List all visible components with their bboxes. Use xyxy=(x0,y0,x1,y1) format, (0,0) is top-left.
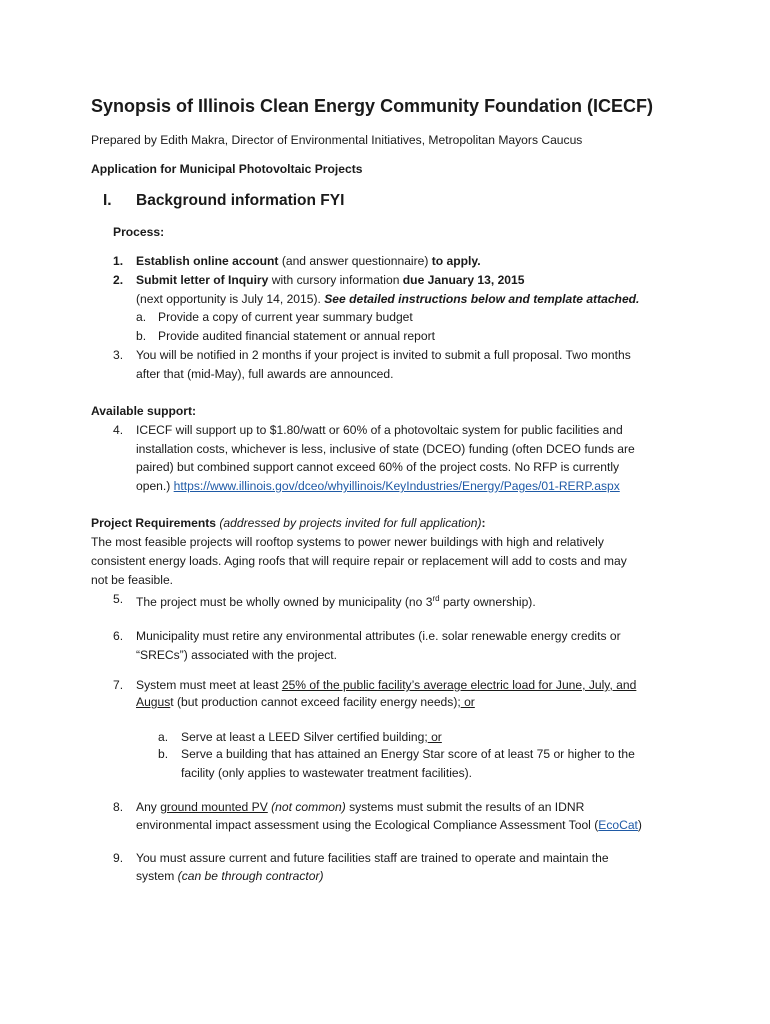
list-item-6-line2: “SRECs”) associated with the project. xyxy=(136,648,337,662)
item7-mid: t (but production cannot exceed facility energy needs); xyxy=(170,695,461,709)
section-numeral: I. xyxy=(103,192,112,209)
list-item-6: Municipality must retire any environmental attributes (i.e. solar renewable energy credits or xyxy=(136,629,621,643)
prepared-by: Prepared by Edith Makra, Director of Environmental Initiatives, Metropolitan Mayors Caucus xyxy=(91,133,583,147)
item7-underlined: 25% of the public facility’s average electric load for June, July, and xyxy=(281,678,637,692)
list-item-1 xyxy=(136,253,481,269)
item8-close: ) xyxy=(637,818,642,832)
ecocat-link[interactable]: EcoCat xyxy=(598,818,638,832)
item2-text: with cursory information xyxy=(268,273,403,287)
requirements-label: Project Requirements xyxy=(91,516,217,530)
requirements-para-line3: not be feasible. xyxy=(91,573,174,587)
item1-text: (and answer questionnaire) xyxy=(278,254,432,268)
document-title: Synopsis of Illinois Clean Energy Community Foundation (ICECF) xyxy=(91,96,654,116)
requirements-heading xyxy=(91,515,486,531)
item8-not-common: (not common) xyxy=(267,800,346,814)
item2-bold: Submit letter of Inquiry xyxy=(136,273,269,287)
item-number: 4. xyxy=(113,423,124,437)
application-heading: Application for Municipal Photovoltaic Projects xyxy=(91,162,363,176)
list-item-9: You must assure current and future facilities staff are trained to operate and maintain the xyxy=(136,851,609,865)
item9-system: system xyxy=(136,869,178,883)
item7-pre: System must meet at least xyxy=(136,678,282,692)
section-title: Background information FYI xyxy=(136,192,345,209)
sub-item-number: b. xyxy=(136,329,147,343)
item8-post: systems must submit the results of an IDNR xyxy=(345,800,585,814)
item8-pre: Any xyxy=(136,800,161,814)
item5-pre: The project must be wholly owned by municipality (no 3 xyxy=(136,595,433,610)
list-item-3-line2: after that (mid-May), full awards are announced. xyxy=(136,367,394,381)
item8-line2: environmental impact assessment using the Ecological Compliance Assessment Tool ( xyxy=(136,818,599,832)
item7-or: or xyxy=(460,695,475,709)
item2-due: due January 13, 2015 xyxy=(402,273,525,287)
item-number: 8. xyxy=(113,800,124,814)
requirements-colon: : xyxy=(481,516,486,530)
list-item-8 xyxy=(136,799,584,815)
item2-next: (next opportunity is July 14, 2015). xyxy=(136,292,325,306)
item-number: 5. xyxy=(113,592,124,606)
dceo-link[interactable]: https://www.illinois.gov/dceo/whyillinois/KeyIndustries/Energy/Pages/01-RERP.aspx xyxy=(173,479,620,493)
sub-item-2b: Provide audited financial statement or annual report xyxy=(158,329,435,343)
sub-item-number: a. xyxy=(158,730,169,744)
list-item-5 xyxy=(136,591,536,610)
item7-augus: Augus xyxy=(136,695,171,709)
sub-item-number: a. xyxy=(136,310,147,324)
item8-ground-mounted: ground mounted PV xyxy=(160,800,268,814)
sub-item-number: b. xyxy=(158,747,169,761)
list-item-2-line2 xyxy=(136,291,639,307)
item-number: 7. xyxy=(113,678,124,692)
item-number: 9. xyxy=(113,851,124,865)
list-item-8-line2 xyxy=(136,817,642,833)
list-item-4-line4 xyxy=(136,478,620,494)
available-support-label: Available support: xyxy=(91,404,197,418)
sub-item-2a: Provide a copy of current year summary budget xyxy=(158,310,413,324)
list-item-4-line2: installation costs, whichever is less, inclusive of state (DCEO) funding (often DCEO funds are xyxy=(136,442,635,456)
list-item-7 xyxy=(136,677,636,693)
item5-sup: rd xyxy=(432,594,440,603)
item7a-text: Serve at least a LEED Silver certified building; xyxy=(181,730,428,744)
list-item-7-line2 xyxy=(136,694,475,710)
list-item-2 xyxy=(136,272,524,288)
sub-item-7a xyxy=(181,729,442,745)
item2-instructions: See detailed instructions below and template attached. xyxy=(324,292,640,306)
requirements-para-line1: The most feasible projects will rooftop systems to power newer buildings with high and relatively xyxy=(91,535,604,549)
item9-contractor: (can be through contractor) xyxy=(177,869,324,883)
sub-item-7b-line2: facility (only applies to wastewater treatment facilities). xyxy=(181,766,473,780)
requirements-note: (addressed by projects invited for full application) xyxy=(216,516,482,530)
list-item-4: ICECF will support up to $1.80/watt or 60% of a photovoltaic system for public facilities and xyxy=(136,423,623,437)
item5-post: party ownership). xyxy=(439,595,536,610)
list-item-9-line2 xyxy=(136,868,324,884)
item1-bold: Establish online account xyxy=(136,254,279,268)
list-item-4-line3: paired) but combined support cannot exceed 60% of the project costs. No RFP is currently xyxy=(136,460,620,474)
item-number: 2. xyxy=(113,273,124,287)
process-label: Process: xyxy=(113,225,165,239)
item-number: 6. xyxy=(113,629,124,643)
item4-open: open.) xyxy=(136,479,174,493)
requirements-para-line2: consistent energy loads. Aging roofs that will require repair or replacement will add to costs and may xyxy=(91,554,627,568)
item7a-or: or xyxy=(427,730,442,744)
list-item-3: You will be notified in 2 months if your project is invited to submit a full proposal. Two months xyxy=(136,348,631,362)
item-number: 3. xyxy=(113,348,124,362)
item-number: 1. xyxy=(113,254,124,268)
item1-bold-end: to apply. xyxy=(431,254,481,268)
sub-item-7b: Serve a building that has attained an Energy Star score of at least 75 or higher to the xyxy=(181,747,635,761)
